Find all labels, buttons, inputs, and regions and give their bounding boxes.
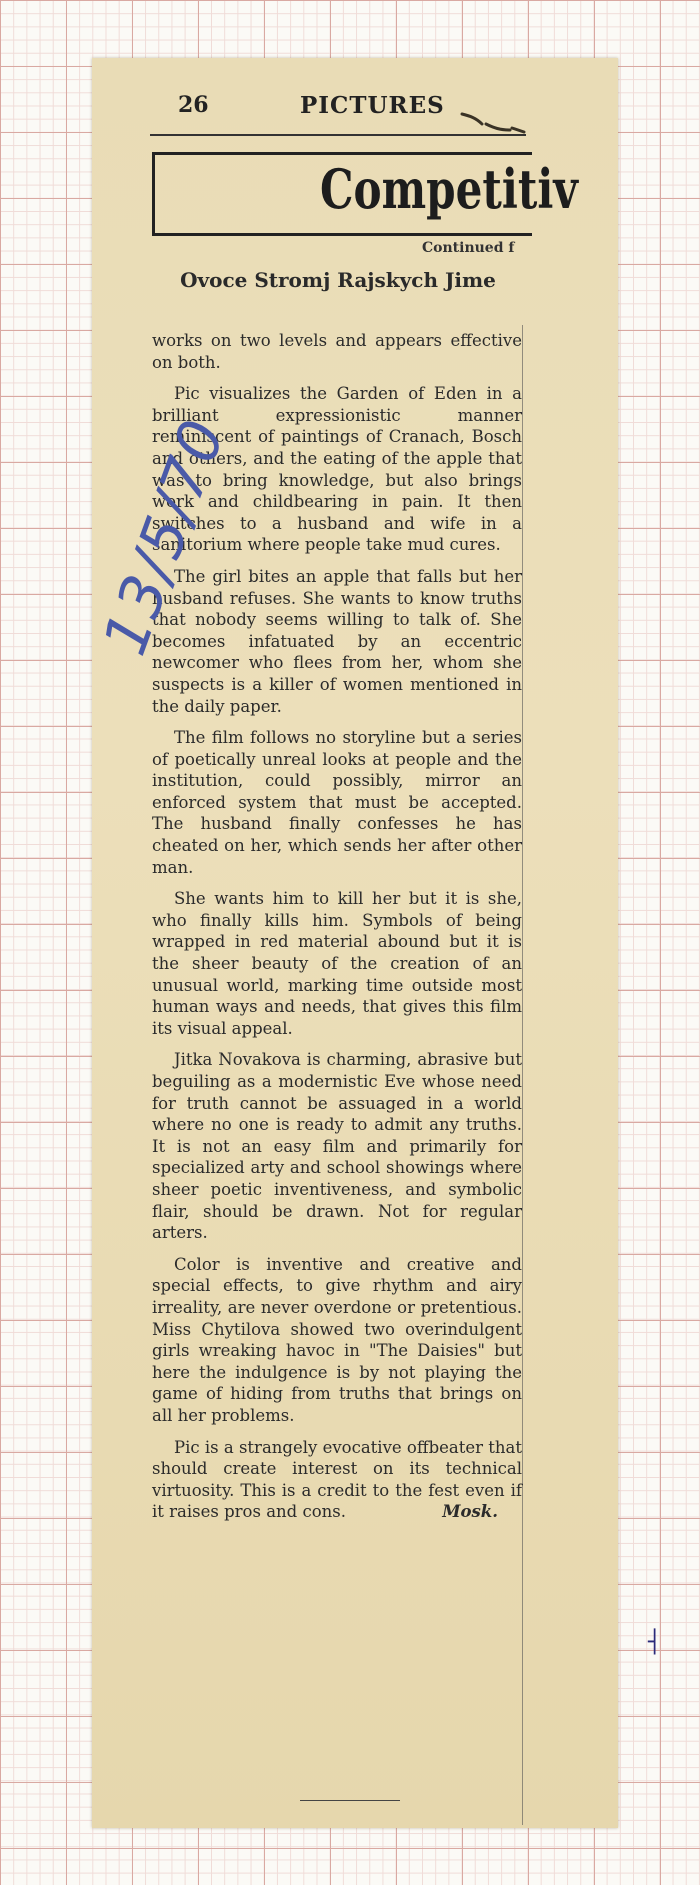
article-paragraph: The girl bites an apple that falls but her husband refuses. She wants to know truths that nobody seems willing to talk of. She becomes infatuated by an eccentric newcomer who flees from her, whom she suspects is a killer of women mentioned in the daily paper. (152, 566, 522, 716)
article-paragraph: The film follows no storyline but a series of poetically unreal looks at people and the institution, could possibly, mirror an enforced system that must be accepted. The husband finally confesses he has cheated on her, which sends her after other man. (152, 728, 522, 877)
handwritten-date: 13/5/70 (90, 409, 240, 664)
author-signature: Mosk. (442, 1502, 498, 1522)
ink-smudge-icon (460, 110, 540, 136)
article-paragraph: works on two levels and appears effective on both. (152, 331, 522, 372)
article-paragraph: Pic visualizes the Garden of Eden in a brilliant expressionistic manner reminiscent of paintings of Cranach, Bosch and others, and the eating of the apple that was to bring knowledge, but also brings work and childbearing in pain. It then switches to a husband and wife in a sanitorium where people take mud cures. (152, 384, 522, 555)
end-rule (300, 1800, 400, 1801)
article-paragraph-last (152, 1437, 522, 1523)
main-headline: Competitiv (320, 157, 578, 221)
article-paragraph: She wants him to kill her but it is she, who finally kills him. Symbols of being wrapped in red material abound but it is the sheer beauty of the creation of an unusual world, marking time outside most human ways and needs, that gives this film its visual appeal. (152, 889, 522, 1038)
article-paragraph-text: Pic is a strangely evocative offbeater that should create interest on its technical virtuosity. This is a credit to the fest even if it raises pros and cons. (152, 1437, 522, 1522)
column-rule (522, 325, 523, 1825)
article-paragraph: Jitka Novakova is charming, abrasive but beguiling as a modernistic Eve whose need for truth cannot be assuaged in a world where no one is ready to admit any truths. It is not an easy film and primarily for specialized arty and school showings where sheer poetic inventiveness, and symbolic flair, should be drawn. Not for regular arters. (152, 1050, 522, 1243)
article-paragraph: Color is inventive and creative and special effects, to give rhythm and airy irreality, are never overdone or pretentious. Miss Chytilova showed two overindulgent girls wreaking havoc in "The Daisies" but here the indulgence is by not playing the game of hiding from truths that brings on all her problems. (152, 1254, 522, 1425)
section-name: PICTURES (300, 92, 445, 119)
continued-label: Continued f (422, 240, 515, 256)
article-headline: Ovoce Stromj Rajskych Jime (180, 268, 496, 292)
pen-tick-icon: ┤ (648, 1630, 662, 1655)
page-number: 26 (178, 92, 209, 118)
